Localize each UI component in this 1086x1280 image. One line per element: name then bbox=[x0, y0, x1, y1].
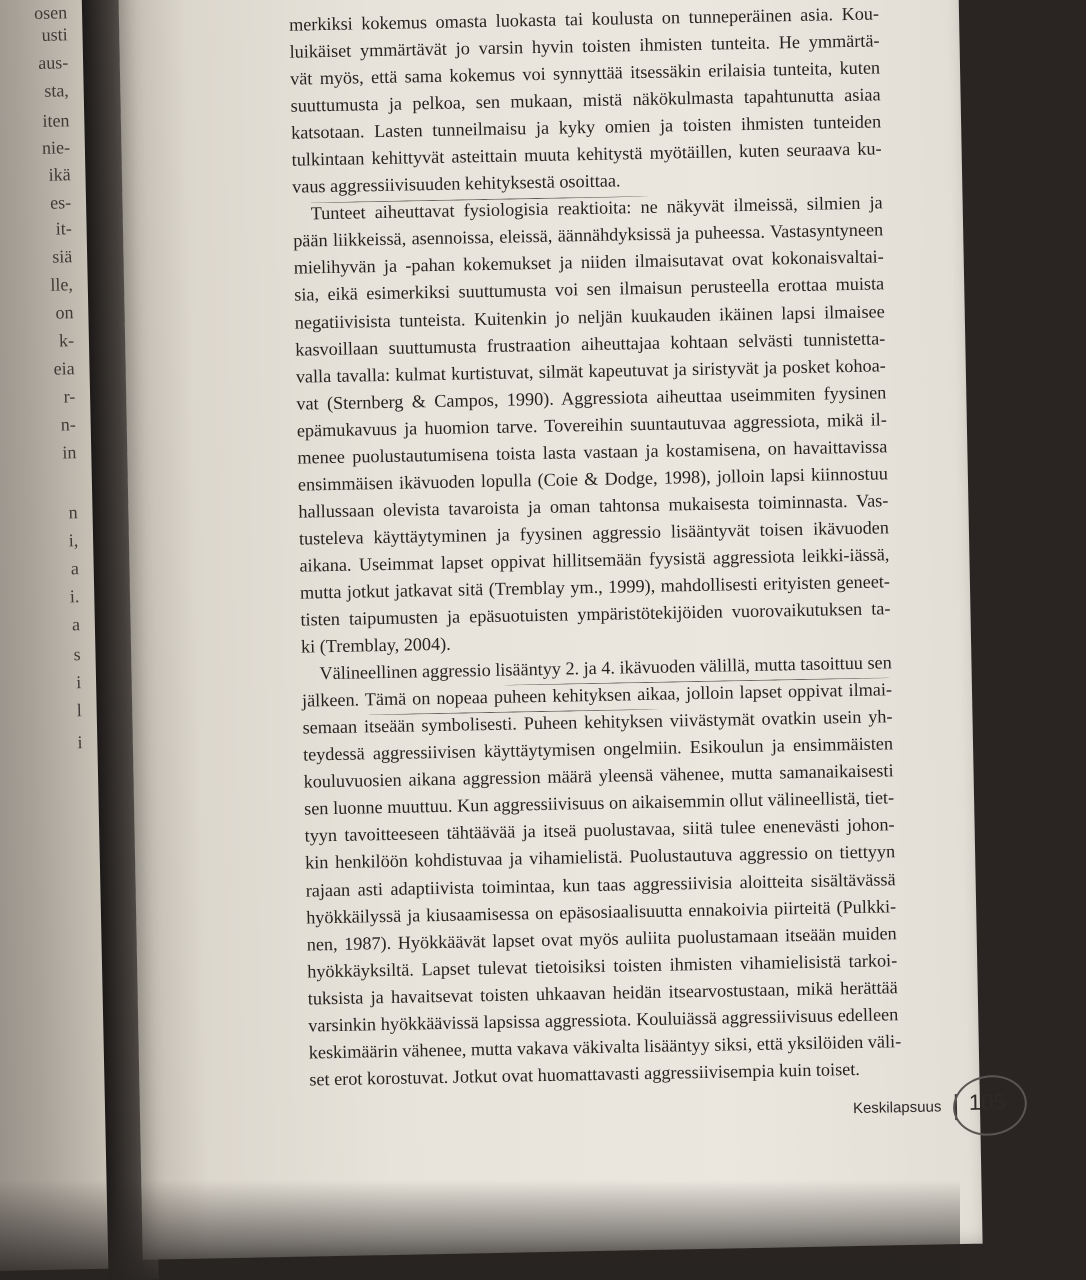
left-page-fragment: it- bbox=[55, 218, 72, 239]
text-line: sen luonne muuttuu. Kun aggressiivisuus on aikaisemmin ollut välineellistä, tiet- bbox=[303, 787, 895, 819]
left-page-fragment: n- bbox=[60, 414, 77, 435]
left-page-fragment: s bbox=[73, 644, 81, 665]
left-page-fragment: es- bbox=[49, 192, 72, 213]
text-line: rajaan asti adaptiivista toimintaa, kun taas aggressiivisia aloitteita sisältävässä bbox=[305, 868, 896, 901]
text-line: tyyn tavoitteeseen tähtäävää ja itseä puolustavaa, siitä tulee enenevästi johon- bbox=[304, 814, 895, 846]
left-page-fragment: osen bbox=[33, 2, 68, 23]
running-head: Keskilapsuus bbox=[852, 1098, 942, 1118]
text-line: tisten taipumusten ja epäsuotuisten ympäristötekijöiden vuorovaikutuksen ta- bbox=[300, 598, 891, 630]
text-line: tuksista ja havaitsevat toisten uhkaavan heidän itsearvostustaan, mikä herättää bbox=[307, 976, 898, 1009]
left-page-fragment: iten bbox=[42, 110, 70, 131]
left-page-fragment: a bbox=[71, 614, 81, 635]
left-page-fragment: siä bbox=[52, 246, 73, 267]
text-line: tusteleva käyttäytyminen ja fyysinen aggressio lisääntyvät toisen ikävuoden bbox=[298, 517, 890, 549]
body-text bbox=[289, 0, 900, 1093]
text-line: hyökkäyksiltä. Lapset tulevat tietoisiksi toisten ihmisten vihamielisistä tarkoi- bbox=[307, 949, 898, 982]
text-line: luikäiset ymmärtävät jo varsin hyvin toisten ihmisten tunteita. He ymmärtä- bbox=[289, 30, 880, 62]
left-page-fragment: on bbox=[55, 302, 74, 323]
text-line: semaan itseään symbolisesti. Puheen kehityksen viivästymät ovatkin usein yh- bbox=[302, 706, 893, 738]
text-line: nen, 1987). Hyökkäävät lapset ovat myös auliita puolustamaan itseään muiden bbox=[306, 922, 897, 955]
text-line: vät myös, että sama kokemus voi synnyttää itsessäkin erilaisia tunteita, kuten bbox=[289, 57, 881, 89]
left-page-fragment: in bbox=[62, 442, 77, 463]
left-page-fragment: r- bbox=[63, 386, 76, 407]
left-page-fragment: lle, bbox=[50, 274, 74, 295]
text-line: aikana. Useimmat lapset oppivat hillitsemään fyysistä aggressiota leikki-iässä, bbox=[299, 544, 890, 576]
book-page bbox=[118, 0, 1006, 1260]
text-line: kin henkilöön kohdistuvaa ja vihamielistä. Puolustautuva aggressio on tiettyyn bbox=[304, 841, 896, 874]
text-line: negatiivisista tunteista. Kuitenkin jo neljän kuukauden ikäinen lapsi ilmaisee bbox=[294, 300, 885, 333]
text-line: epämukavuus ja huomion tarve. Tovereihin suuntautuvaa aggressiota, mikä il- bbox=[296, 409, 887, 441]
bottom-shadow bbox=[0, 1180, 960, 1280]
text-line: menee puolustautumisena toista lasta vastaan ja kostamisena, on havaittavissa bbox=[297, 436, 888, 468]
left-page-fragment: aus- bbox=[38, 52, 69, 73]
left-page-fragment: k- bbox=[58, 330, 75, 351]
text-line: katsotaan. Lasten tunneilmaisu ja kyky omien ja toisten ihmisten tunteiden bbox=[290, 111, 882, 143]
left-page-fragment: i bbox=[77, 732, 83, 753]
text-line: kasvoillaan suuttumusta frustraation aiheuttajaa kohtaan selvästi tunnistetta- bbox=[295, 327, 886, 360]
text-line: Tunteet aiheuttavat fysiologisia reaktioita: ne näkyvät ilmeissä, silmien ja bbox=[310, 192, 883, 224]
left-page-fragment: eia bbox=[53, 358, 75, 379]
left-page-fragment: i, bbox=[68, 530, 79, 551]
text-line: mielihyvän ja -pahan kokemukset ja niiden ilmaisutavat ovat kokonaisvaltai- bbox=[293, 246, 884, 279]
page-footer bbox=[852, 1089, 1084, 1136]
left-page-fragment: i bbox=[75, 672, 82, 693]
text-line: set erot korostuvat. Jotkut ovat huomattavasti aggressiivisempia kuin toiset. bbox=[309, 1058, 861, 1090]
text-line: mutta jotkut jatkavat sitä (Tremblay ym., 1999), mahdollisesti erityisten geneet- bbox=[299, 571, 891, 603]
left-page-fragment: a bbox=[70, 558, 80, 579]
text-line: ensimmäisen ikävuoden lopulla (Coie & Dodge, 1998), jolloin lapsi kiinnostuu bbox=[297, 463, 888, 495]
text-line: ki (Tremblay, 2004). bbox=[300, 633, 451, 657]
left-page-fragment: nie- bbox=[41, 137, 71, 158]
left-page-fragment: l bbox=[76, 700, 83, 721]
left-page-fragment: i. bbox=[69, 586, 80, 607]
text-line: Välineellinen aggressio lisääntyy 2. ja 4. ikävuoden välillä, mutta tasoittuu sen bbox=[319, 652, 892, 684]
text-line: hyökkäilyssä ja kiusaamisessa on epäsosiaalisuutta ennakoivia piirteitä (Pulkki- bbox=[306, 895, 897, 928]
text-line: valla tavalla: kulmat kurtistuvat, silmät kapeutuvat ja siristyvät ja posket kohoa- bbox=[295, 354, 886, 387]
page-number: 105 bbox=[968, 1089, 1006, 1115]
left-page-text-fragments bbox=[0, 0, 85, 882]
text-line: hallussaan olevista tavaroista ja oman tahtonsa mukaisesta toiminnasta. Vas- bbox=[298, 490, 889, 522]
text-line: pään liikkeissä, asennoissa, eleissä, äännähdyksissä ja puheessa. Vastasyntyneen bbox=[293, 219, 884, 252]
text-line: kouluvuosien aikana aggression määrä yleensä vähenee, mutta samanaikaisesti bbox=[303, 760, 894, 792]
left-page-fragment: n bbox=[68, 502, 78, 523]
text-line: jälkeen. Tämä on nopeaa puheen kehityksen aikaa, jolloin lapset oppivat ilmai- bbox=[301, 679, 893, 711]
left-page-fragment: sta, bbox=[44, 80, 70, 101]
text-line: varsinkin hyökkäävissä lapsissa aggressiota. Kouluiässä aggressiivisuus edelleen bbox=[308, 1003, 899, 1036]
text-line: keskimäärin vähenee, mutta vakava väkivalta lisääntyy siksi, että yksilöiden väli- bbox=[308, 1030, 902, 1063]
text-line: merkiksi kokemus omasta luokasta tai koulusta on tunneperäinen asia. Kou- bbox=[288, 3, 880, 35]
left-page-fragment: usti bbox=[41, 24, 68, 45]
text-line: vaus aggressiivisuuden kehityksestä osoittaa. bbox=[292, 170, 621, 197]
text-line: suuttumusta ja pelkoa, sen mukaan, mistä näkökulmasta tapahtunutta asiaa bbox=[290, 84, 881, 116]
left-page-fragment: ikä bbox=[48, 164, 71, 185]
text-line: tulkintaan kehittyvät asteittain muuta kehitystä myötäillen, kuten seuraava ku- bbox=[291, 138, 882, 170]
text-line: vat (Sternberg & Campos, 1990). Aggressiota aiheuttaa useimmiten fyysinen bbox=[296, 381, 887, 414]
text-line: teydessä aggressiivisen käyttäytymisen ongelmiin. Esikoulun ja ensimmäisten bbox=[302, 733, 894, 765]
text-line: sia, eikä esimerkiksi suuttumusta voi sen ilmaisun perusteella erottaa muista bbox=[294, 273, 885, 306]
